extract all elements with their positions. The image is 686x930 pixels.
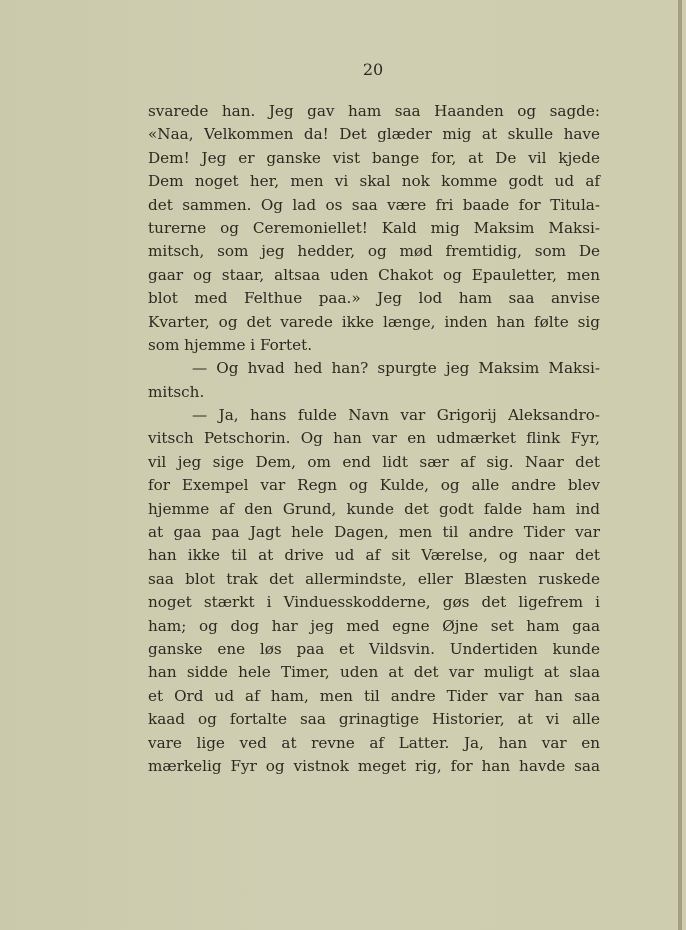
text-line: han sidde hele Timer, uden at det var muligt at slaa <box>148 663 600 682</box>
text-line: som hjemme i Fortet. <box>148 335 313 354</box>
text-line: for Exempel var Regn og Kulde, og alle andre blev <box>148 476 600 495</box>
text-line: vitsch Petschorin. Og han var en udmærket flink Fyr, <box>148 429 600 448</box>
text-line: ganske ene løs paa et Vildsvin. Undertiden kunde <box>148 639 600 658</box>
text-line: Dem noget her, men vi skal nok komme godt ud af <box>148 172 600 191</box>
text-line: det sammen. Og lad os saa være fri baade for Titula- <box>148 195 600 214</box>
text-line: vil jeg sige Dem, om end lidt sær af sig. Naar det <box>148 452 600 471</box>
text-line: — Og hvad hed han? spurgte jeg Maksim Maksi- <box>192 359 600 378</box>
text-line: mærkelig Fyr og vistnok meget rig, for han havde saa <box>148 756 600 775</box>
text-line: et Ord ud af ham, men til andre Tider var han saa <box>148 686 600 705</box>
text-line: ham; og dog har jeg med egne Øjne set ham gaa <box>148 616 600 635</box>
text-line: han ikke til at drive ud af sit Værelse, og naar det <box>148 546 600 565</box>
text-line: saa blot trak det allermindste, eller Blæsten ruskede <box>148 569 600 588</box>
text-line: — Ja, hans fulde Navn var Grigorij Aleksandro- <box>192 406 600 425</box>
page-edge <box>678 0 682 930</box>
text-line: Kvarter, og det varede ikke længe, inden han følte sig <box>148 312 600 331</box>
text-line: noget stærkt i Vinduesskodderne, gøs det ligefrem i <box>148 593 600 612</box>
text-line: Dem! Jeg er ganske vist bange for, at De vil kjede <box>148 148 600 167</box>
text-line: kaad og fortalte saa grinagtige Historier, at vi alle <box>148 710 600 729</box>
text-line: gaar og staar, altsaa uden Chakot og Epauletter, men <box>148 265 600 284</box>
text-line: vare lige ved at revne af Latter. Ja, han var en <box>148 733 600 752</box>
text-line: «Naa, Velkommen da! Det glæder mig at skulle have <box>148 125 600 144</box>
text-line: mitsch, som jeg hedder, og mød fremtidig, som De <box>148 242 600 261</box>
body-text <box>148 100 600 778</box>
text-line: blot med Felthue paa.» Jeg lod ham saa anvise <box>148 289 600 308</box>
text-line: svarede han. Jeg gav ham saa Haanden og sagde: <box>148 102 600 120</box>
text-line: turerne og Ceremoniellet! Kald mig Maksim Maksi- <box>148 218 600 237</box>
page-number: 20 <box>362 60 384 79</box>
text-line: mitsch. <box>148 382 205 401</box>
text-line: at gaa paa Jagt hele Dagen, men til andre Tider var <box>148 523 600 542</box>
text-line: hjemme af den Grund, kunde det godt falde ham ind <box>148 499 600 518</box>
